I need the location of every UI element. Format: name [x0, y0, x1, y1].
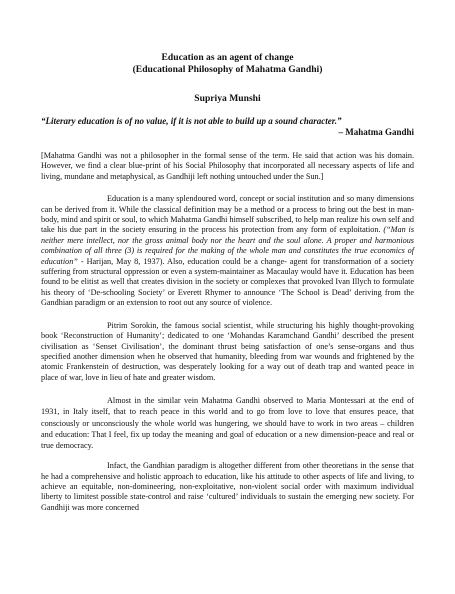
paragraph-2: Pitrim Sorokin, the famous social scientist, while structuring his highly thought-provoking book ‘Reconstruction of Humanity’; dedicated to one ‘Mohandas Karamchand Gandhi’ described the present civilisation as ‘Senset Civilisation’, the dominant thrust being satisfaction of one’s sense-organs and thus specified another dimension when he observed that humanity, bleeding from war wounds and frightened by the atomic Frankenstein of destruction, was desperately looking for a way out of death trap and wanted peace in place of war, love in lieu of hate and greater wisdom.: [41, 320, 414, 382]
paragraph-1-part-a: Education is a many splendoured word, concept or social institution and so many dimensions can be derived from it. While the classical definition may be a method or a process to bring out the best in man-body, mind and spirit or soul, to which Mahatma Gandhi himself subscribed, to help man realize his own self and take his due part in the society ensuring in the process his protection from any form of exploitation.: [41, 194, 414, 235]
paper-title: [41, 52, 414, 76]
title-line-1: Education as an agent of change: [161, 52, 294, 63]
title-line-2: (Educational Philosophy of Mahatma Gandhi): [132, 64, 323, 75]
paragraph-1: [41, 194, 414, 308]
epigraph-attribution: – Mahatma Gandhi: [338, 127, 414, 137]
editor-note: [Mahatma Gandhi was not a philosopher in the formal sense of the term. He said that action was his domain. However, we find a clear blue-print of his Social Philosophy that incorporated all necessary aspects of life and living, mundane and metaphysical, as Gandhiji left nothing untouched under the Sun.]: [41, 151, 414, 181]
paragraph-1-quote: (“Man is neither mere intellect, nor the gross animal body nor the heart and the soul alone. A proper and harmonious combination of all three (3) is required for the making of the whole man and constitutes the true economics of education”: [41, 225, 415, 266]
epigraph-quote: “Literary education is of no value, if it is not able to build up a sound character.”: [41, 116, 342, 126]
author-name: Supriya Munshi: [194, 93, 261, 104]
paragraph-3: Almost in the similar vein Mahatma Gandhi observed to Maria Montessari at the end of 1931, in Italy itself, that to reach peace in this world and to go from love to love that ensures peace, that consciously or unconsciously the whole world was hungering, we should have to work in two areas – children and education: That I feel, fix up today the meaning and goal of education or a new dimension-peace and real or true democracy.: [41, 396, 414, 450]
paragraph-4: Infact, the Gandhian paradigm is altogether different from other theoretians in the sense that he had a comprehensive and holistic approach to education, like his attitude to other aspects of life and living, to achieve an equitable, non-domineering, non-exploitative, non-violent social order with maximum individual liberty to limitest possible state-control and raise ‘cultured’ individuals to sustain the emerging new society. For Gandhiji was more concerned: [41, 461, 414, 512]
paragraph-1-part-b: - Harijan, May 8, 1937). Also, education could be a change- agent for transformation of a society suffering from structural oppression or even a system-maintainer as Macaulay would have it. Education has been found to be elitist as well that creates division in the society or complexes that provoked Ivan Illych to formulate his theory of ‘De-schooling Society’ or Everett Rhymer to announce ‘The School is Dead’ deriving from the Gandhian paradigm or an extension to root out any source of violence.: [41, 256, 414, 308]
